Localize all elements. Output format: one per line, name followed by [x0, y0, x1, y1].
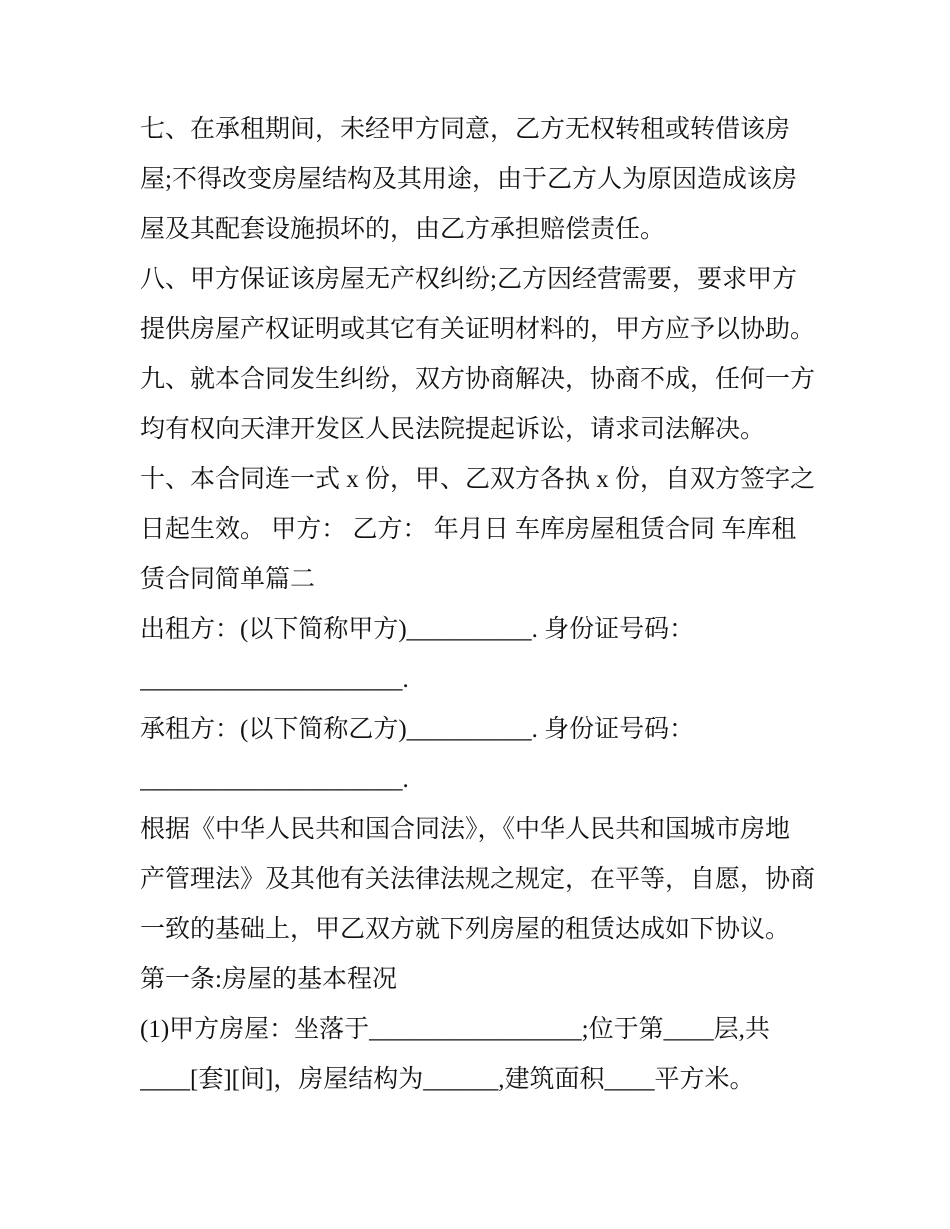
text-line: 日起生效。 甲方： 乙方： 年月日 车库房屋租赁合同 车库租	[140, 516, 797, 543]
text-line: 第一条:房屋的基本程况	[140, 966, 397, 993]
text-line: 提供房屋产权证明或其它有关证明材料的，甲方应予以协助。	[140, 316, 816, 343]
article-1-heading	[140, 955, 920, 1005]
clause-7-paragraph	[140, 105, 920, 255]
clause-8-paragraph	[140, 255, 920, 355]
clause-10-paragraph	[140, 455, 920, 605]
text-line: 屋及其配套设施损坏的，由乙方承担赔偿责任。	[140, 216, 666, 243]
text-line: 七、在承租期间，未经甲方同意，乙方无权转租或转借该房	[140, 116, 791, 143]
text-line: 屋;不得改变房屋结构及其用途，由于乙方人为原因造成该房	[140, 166, 797, 193]
lessee-info-paragraph	[140, 705, 920, 805]
document-body	[140, 105, 920, 1105]
text-line: 八、甲方保证该房屋无产权纠纷;乙方因经营需要，要求甲方	[140, 266, 797, 293]
preamble-paragraph	[140, 805, 920, 955]
text-line: ____[套][间]，房屋结构为______,建筑面积____平方米。	[140, 1066, 755, 1093]
lessor-info-paragraph	[140, 605, 920, 705]
item-1-paragraph	[140, 1005, 920, 1105]
text-line: _____________________.	[140, 666, 409, 693]
text-line: 产管理法》及其他有关法律法规之规定，在平等，自愿，协商	[140, 866, 816, 893]
text-line: 九、就本合同发生纠纷，双方协商解决，协商不成，任何一方	[140, 366, 816, 393]
clause-9-paragraph	[140, 355, 920, 455]
text-line: 出租方：(以下简称甲方)__________. 身份证号码：	[140, 616, 695, 643]
text-line: _____________________.	[140, 766, 409, 793]
text-line: 十、本合同连一式 x 份，甲、乙双方各执 x 份，自双方签字之	[140, 466, 816, 493]
text-line: 一致的基础上，甲乙双方就下列房屋的租赁达成如下协议。	[140, 916, 791, 943]
text-line: 赁合同简单篇二	[140, 566, 316, 593]
text-line: 均有权向天津开发区人民法院提起诉讼，请求司法解决。	[140, 416, 766, 443]
text-line: 根据《中华人民共和国合同法》，《中华人民共和国城市房地	[140, 816, 791, 843]
text-line: 承租方：(以下简称乙方)__________. 身份证号码：	[140, 716, 695, 743]
text-line: (1)甲方房屋：坐落于_________________;位于第____层,共	[140, 1016, 770, 1043]
